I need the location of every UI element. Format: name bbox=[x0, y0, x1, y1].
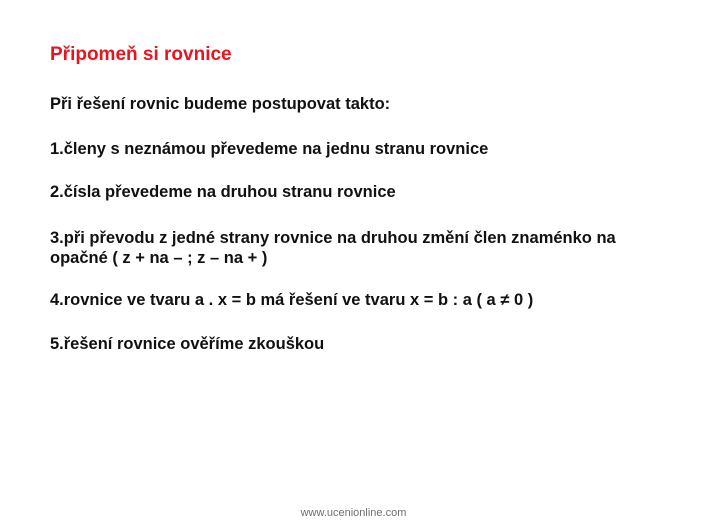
footer-website: www.ucenionline.com bbox=[300, 507, 407, 519]
step-4: 4.rovnice ve tvaru a . x = b má řešení ve tvaru x = b : a ( a ≠ 0 ) bbox=[50, 291, 534, 309]
step-1: 1.členy s neznámou převedeme na jednu stranu rovnice bbox=[50, 140, 489, 158]
step-2: 2.čísla převedeme na druhou stranu rovnice bbox=[50, 183, 396, 201]
slide-title: Připomeň si rovnice bbox=[50, 44, 232, 65]
step-3-line-1: 3.při převodu z jedné strany rovnice na druhou změní člen znaménko na bbox=[50, 229, 616, 247]
step-5: 5.řešení rovnice ověříme zkouškou bbox=[50, 335, 325, 353]
intro-text: Při řešení rovnic budeme postupovat takto: bbox=[50, 95, 391, 113]
step-3-line-2: opačné ( z + na – ; z – na + ) bbox=[50, 249, 268, 267]
